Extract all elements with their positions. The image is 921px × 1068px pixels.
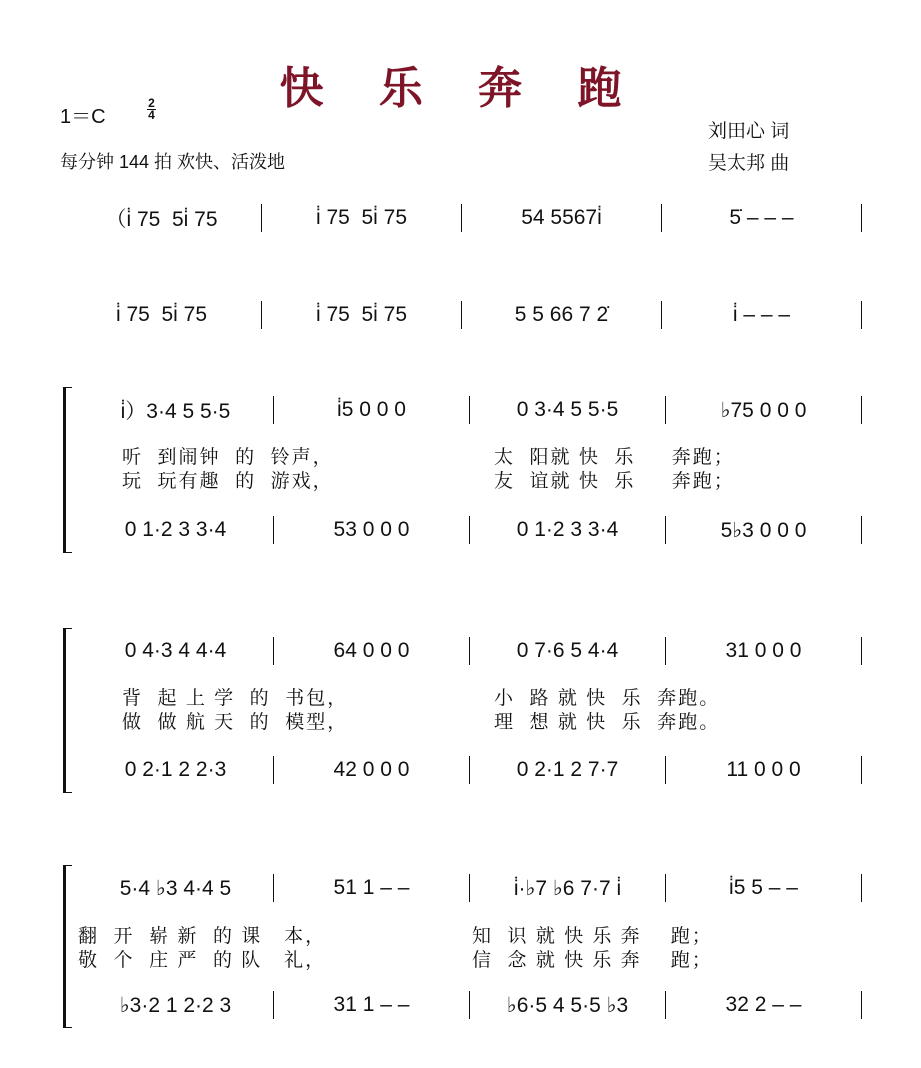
melody-line bbox=[78, 873, 862, 903]
lyric-verse-1: 听 到闹钟 的 铃声， bbox=[122, 447, 334, 468]
system-bracket bbox=[63, 387, 72, 553]
key-signature: 1＝C bbox=[60, 106, 106, 128]
measure: 11 0 0 0 bbox=[666, 756, 862, 784]
measure: 31 1 – – bbox=[274, 991, 470, 1019]
intro-line-2 bbox=[62, 300, 862, 330]
measure: ♭6·5 4 5·5 ♭3 bbox=[470, 991, 666, 1019]
intro-line-1 bbox=[62, 203, 862, 233]
measure: i̇5 5 – – bbox=[666, 874, 862, 902]
harmony-line bbox=[78, 515, 862, 545]
measure: 5♭3 0 0 0 bbox=[666, 516, 862, 544]
measure: 0 1·2 3 3·4 bbox=[78, 516, 274, 544]
measure: 0 7·6 5 4·4 bbox=[470, 637, 666, 665]
lyric-verse-1: 太 阳就 快 乐 奔跑； bbox=[494, 447, 735, 468]
lyric-verse-2: 信 念 就 快 乐 奔 跑； bbox=[472, 950, 713, 971]
measure: 54 5567i̇ bbox=[462, 204, 662, 232]
measure: 53 0 0 0 bbox=[274, 516, 470, 544]
tempo-marking: 每分钟 144 拍 欢快、活泼地 bbox=[60, 152, 286, 172]
measure: i̇ 75 5i̇ 75 bbox=[262, 301, 462, 329]
lyric-verse-2: 理 想 就 快 乐 奔跑。 bbox=[494, 712, 721, 733]
lyricist: 刘田心 词 bbox=[708, 121, 790, 142]
measure: i̇）3·4 5 5·5 bbox=[78, 396, 274, 424]
lyric-verse-1: 知 识 就 快 乐 奔 跑； bbox=[472, 926, 713, 947]
measure: i̇·♭7 ♭6 7·7 i̇ bbox=[470, 874, 666, 902]
measure: （i̇ 75 5i̇ 75 bbox=[62, 204, 262, 232]
measure: 51 1 – – bbox=[274, 874, 470, 902]
song-title: 快 乐 奔 跑 bbox=[279, 63, 642, 114]
measure: 32 2 – – bbox=[666, 991, 862, 1019]
measure: 0 2·1 2 2·3 bbox=[78, 756, 274, 784]
system-bracket bbox=[63, 865, 72, 1028]
measure: 0 4·3 4 4·4 bbox=[78, 637, 274, 665]
measure: 5·4 ♭3 4·4 5 bbox=[78, 874, 274, 902]
measure: 5 5 66 7 2̇ bbox=[462, 301, 662, 329]
system-bracket bbox=[63, 628, 72, 793]
lyric-verse-2: 敬 个 庄 严 的 队 礼， bbox=[78, 950, 327, 971]
measure: 0 1·2 3 3·4 bbox=[470, 516, 666, 544]
measure: i̇5 0 0 0 bbox=[274, 396, 470, 424]
lyric-verse-2: 友 谊就 快 乐 奔跑； bbox=[494, 471, 735, 492]
melody-line bbox=[78, 636, 862, 666]
time-signature bbox=[147, 98, 156, 121]
measure: ♭75 0 0 0 bbox=[666, 396, 862, 424]
harmony-line bbox=[78, 990, 862, 1020]
time-top: 2 bbox=[148, 96, 155, 110]
measure: 42 0 0 0 bbox=[274, 756, 470, 784]
measure: 64 0 0 0 bbox=[274, 637, 470, 665]
measure: 5̇ – – – bbox=[662, 204, 862, 232]
measure: i̇ 75 5i̇ 75 bbox=[262, 204, 462, 232]
measure: ♭3·2 1 2·2 3 bbox=[78, 991, 274, 1019]
measure: 31 0 0 0 bbox=[666, 637, 862, 665]
time-bottom: 4 bbox=[148, 108, 155, 122]
harmony-line bbox=[78, 755, 862, 785]
measure: 0 2·1 2 7·7 bbox=[470, 756, 666, 784]
lyric-verse-1: 翻 开 崭 新 的 课 本， bbox=[78, 926, 327, 947]
measure: i̇ – – – bbox=[662, 301, 862, 329]
lyric-verse-1: 小 路 就 快 乐 奔跑。 bbox=[494, 688, 721, 709]
measure: 0 3·4 5 5·5 bbox=[470, 396, 666, 424]
melody-line bbox=[78, 395, 862, 425]
lyric-verse-2: 做 做 航 天 的 模型， bbox=[122, 712, 349, 733]
measure: i̇ 75 5i̇ 75 bbox=[62, 301, 262, 329]
lyric-verse-1: 背 起 上 学 的 书包， bbox=[122, 688, 349, 709]
composer: 吴太邦 曲 bbox=[708, 153, 790, 174]
lyric-verse-2: 玩 玩有趣 的 游戏， bbox=[122, 471, 334, 492]
